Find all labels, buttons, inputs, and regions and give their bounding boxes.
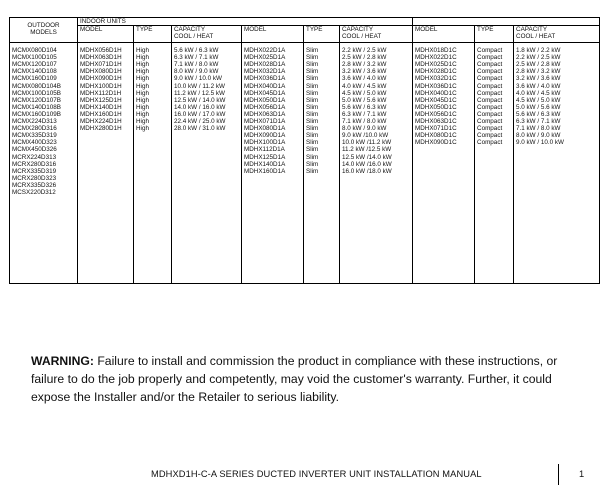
list-item: 2.5 kW / 2.8 kW <box>516 61 561 69</box>
warning-text: Failure to install and commission the product in compliance with these instructions, or failure to do the job properly and competently, may void the customer's warranty. Further, it could expose the Installer and/or the Retailer to serious liability. <box>31 354 558 404</box>
list-item: Compact <box>477 54 503 62</box>
list-item: Compact <box>477 61 503 69</box>
group2-types <box>304 43 340 284</box>
list-item: MDHX160D1A <box>244 167 286 175</box>
list-item: Slim <box>306 75 319 83</box>
list-item: 11.2 kW /12.5 kW <box>342 146 392 154</box>
list-item: MCMX280D316 <box>12 125 57 133</box>
group1-types <box>134 43 172 284</box>
list-item: High <box>136 54 149 62</box>
list-item: 4.5 kW / 5.0 kW <box>516 96 561 104</box>
list-item: 22.4 kW / 25.0 kW <box>174 118 226 126</box>
list-item: MDHX018D1C <box>415 47 457 55</box>
group1-capacities <box>172 43 242 284</box>
list-item: 3.2 kW / 3.6 kW <box>516 75 561 83</box>
list-item: 3.6 kW / 4.0 kW <box>342 75 387 83</box>
list-item: MDHX112D1H <box>80 89 122 97</box>
list-item: 9.0 kW /10.0 kW <box>342 132 389 140</box>
list-item: MCMX160D109B <box>12 110 61 118</box>
list-item: 6.3 kW / 7.1 kW <box>174 54 219 62</box>
list-item: 12.5 kW / 14.0 kW <box>174 96 226 104</box>
col-type-1: TYPE <box>134 26 172 43</box>
list-item: 4.0 kW / 4.5 kW <box>342 82 387 90</box>
list-item: Slim <box>306 47 319 55</box>
list-item: MCMX140D108 <box>12 68 57 76</box>
list-item: MDHX100D1H <box>80 82 122 90</box>
col-capacity-1: CAPACITY COOL / HEAT <box>172 26 242 43</box>
list-item: MCMX120D107B <box>12 96 61 104</box>
list-item: MDHX125D1A <box>244 153 286 161</box>
list-item: MDHX036D1A <box>244 75 286 83</box>
list-item: Compact <box>477 132 503 140</box>
list-item: 5.0 kW / 5.6 kW <box>342 96 387 104</box>
list-item: 28.0 kW / 31.0 kW <box>174 125 226 133</box>
list-item: MCRX280D316 <box>12 160 57 168</box>
list-item: 6.3 kW / 7.1 kW <box>342 110 387 118</box>
list-item: MDHX280D1H <box>80 125 122 133</box>
list-item: MCMX120D107 <box>12 61 57 69</box>
list-item: High <box>136 96 149 104</box>
list-item: 2.5 kW / 2.8 kW <box>342 54 387 62</box>
list-item: MDHX160D1H <box>80 110 122 118</box>
list-item: MDHX140D1H <box>80 103 122 111</box>
list-item: Compact <box>477 75 503 83</box>
list-item: High <box>136 118 149 126</box>
list-item: Compact <box>477 89 503 97</box>
list-item: High <box>136 61 149 69</box>
list-item: 4.5 kW / 5.0 kW <box>342 89 387 97</box>
list-item: Slim <box>306 160 319 168</box>
group2-capacities <box>340 43 413 284</box>
list-item: 16.0 kW / 17.0 kW <box>174 110 226 118</box>
list-item: 5.6 kW / 6.3 kW <box>342 103 387 111</box>
col-capacity-2: CAPACITY COOL / HEAT <box>340 26 413 43</box>
list-item: 14.0 kW / 16.0 kW <box>174 103 226 111</box>
col-type-2: TYPE <box>304 26 340 43</box>
group3-models <box>413 43 475 284</box>
list-item: Compact <box>477 82 503 90</box>
list-item: Slim <box>306 96 319 104</box>
list-item: MDHX080D1A <box>244 125 286 133</box>
list-item: High <box>136 110 149 118</box>
list-item: MDHX063D1H <box>80 54 122 62</box>
col-type-3: TYPE <box>475 26 514 43</box>
list-item: Slim <box>306 61 319 69</box>
list-item: MDHX071D1A <box>244 118 286 126</box>
list-item: 10.0 kW / 11.2 kW <box>174 82 225 90</box>
list-item: Compact <box>477 68 503 76</box>
list-item: 7.1 kW / 8.0 kW <box>342 118 387 126</box>
list-item: Slim <box>306 139 319 147</box>
list-item: 3.6 kW / 4.0 kW <box>516 82 561 90</box>
list-item: MDHX224D1H <box>80 118 122 126</box>
list-item: MDHX045D1A <box>244 89 286 97</box>
list-item: MDHX028D1C <box>415 68 457 76</box>
indoor-units-header-right <box>413 18 600 26</box>
list-item: MDHX125D1H <box>80 96 122 104</box>
list-item: 7.1 kW / 8.0 kW <box>516 125 561 133</box>
list-item: 4.0 kW / 4.5 kW <box>516 89 561 97</box>
list-item: Slim <box>306 125 319 133</box>
col-model-3: MODEL <box>413 26 475 43</box>
list-item: 2.8 kW / 3.2 kW <box>516 68 561 76</box>
group3-types <box>475 43 514 284</box>
list-item: MCRX335D319 <box>12 167 57 175</box>
list-item: High <box>136 47 149 55</box>
list-item: MDHX032D1A <box>244 68 286 76</box>
list-item: MCMX080D104B <box>12 82 61 90</box>
indoor-units-header: INDOOR UNITS <box>78 18 413 26</box>
list-item: Slim <box>306 103 319 111</box>
list-item: 5.6 kW / 6.3 kW <box>174 47 219 55</box>
list-item: High <box>136 82 149 90</box>
list-item: MDHX063D1A <box>244 110 286 118</box>
list-item: MCMX080D104 <box>12 47 57 55</box>
list-item: MDHX050D1C <box>415 103 457 111</box>
list-item: MDHX032D1C <box>415 75 457 83</box>
list-item: 14.0 kW /16.0 kW <box>342 160 392 168</box>
list-item: 11.2 kW / 12.5 kW <box>174 89 225 97</box>
list-item: MCMX160D109 <box>12 75 57 83</box>
list-item: High <box>136 75 149 83</box>
col-capacity-3: CAPACITY COOL / HEAT <box>514 26 600 43</box>
list-item: Slim <box>306 82 319 90</box>
list-item: Compact <box>477 110 503 118</box>
list-item: MCMX400D323 <box>12 139 57 147</box>
list-item: MDHX022D1C <box>415 54 457 62</box>
list-item: MCMX140D108B <box>12 103 61 111</box>
footer-manual-title: MDHXD1H-C-A SERIES DUCTED INVERTER UNIT INSTALLATION MANUAL <box>151 469 482 479</box>
list-item: High <box>136 103 149 111</box>
list-item: MCMX335D319 <box>12 132 57 140</box>
list-item: Slim <box>306 146 319 154</box>
list-item: MDHX112D1A <box>244 146 285 154</box>
list-item: Compact <box>477 47 503 55</box>
list-item: 8.0 kW / 9.0 kW <box>342 125 387 133</box>
list-item: MDHX025D1A <box>244 54 286 62</box>
list-item: High <box>136 68 149 76</box>
list-item: MDHX100D1A <box>244 139 286 147</box>
list-item: MCRX280D323 <box>12 174 57 182</box>
list-item: 6.3 kW / 7.1 kW <box>516 118 561 126</box>
list-item: 8.0 kW / 9.0 kW <box>174 68 219 76</box>
list-item: MDHX080D1C <box>415 132 457 140</box>
list-item: 1.8 kW / 2.2 kW <box>516 47 561 55</box>
page-number: 1 <box>579 469 585 479</box>
list-item: Compact <box>477 118 503 126</box>
col-model-1: MODEL <box>78 26 134 43</box>
list-item: Slim <box>306 110 319 118</box>
list-item: 12.5 kW /14.0 kW <box>342 153 392 161</box>
list-item: 8.0 kW / 9.0 kW <box>516 132 561 140</box>
group2-models <box>242 43 304 284</box>
list-item: MDHX056D1A <box>244 103 286 111</box>
list-item: MDHX063D1C <box>415 118 457 126</box>
list-item: MDHX090D1A <box>244 132 286 140</box>
list-item: 9.0 kW / 10.0 kW <box>174 75 222 83</box>
list-item: MDHX071D1H <box>80 61 122 69</box>
col-model-2: MODEL <box>242 26 304 43</box>
list-item: Slim <box>306 167 319 175</box>
list-item: High <box>136 125 149 133</box>
list-item: MCSX220D312 <box>12 188 56 196</box>
list-item: MCMX100D105 <box>12 54 57 62</box>
list-item: MDHX080D1H <box>80 68 122 76</box>
list-item: MDHX045D1C <box>415 96 457 104</box>
warning-label: WARNING: <box>31 354 94 368</box>
list-item: Slim <box>306 89 319 97</box>
footer-divider <box>558 464 559 485</box>
list-item: Slim <box>306 118 319 126</box>
list-item: Slim <box>306 68 319 76</box>
list-item: MCMX100D105B <box>12 89 61 97</box>
list-item: MDHX140D1A <box>244 160 286 168</box>
list-item: Slim <box>306 153 319 161</box>
list-item: 5.0 kW / 5.6 kW <box>516 103 561 111</box>
list-item: 2.2 kW / 2.5 kW <box>342 47 387 55</box>
list-item: Compact <box>477 96 503 104</box>
list-item: 9.0 kW / 10.0 kW <box>516 139 564 147</box>
list-item: 7.1 kW / 8.0 kW <box>174 61 219 69</box>
outdoor-models-list <box>10 43 78 284</box>
warning-notice <box>31 352 561 406</box>
list-item: 16.0 kW /18.0 kW <box>342 167 392 175</box>
list-item: MDHX056D1H <box>80 47 122 55</box>
list-item: 10.0 kW /11.2 kW <box>342 139 392 147</box>
list-item: 5.6 kW / 6.3 kW <box>516 110 561 118</box>
list-item: Compact <box>477 103 503 111</box>
list-item: MDHX025D1C <box>415 61 457 69</box>
list-item: MDHX028D1A <box>244 61 286 69</box>
list-item: MDHX040D1A <box>244 82 286 90</box>
list-item: 3.2 kW / 3.6 kW <box>342 68 387 76</box>
list-item: MDHX071D1C <box>415 125 457 133</box>
list-item: MDHX056D1C <box>415 110 457 118</box>
list-item: MCRX335D326 <box>12 181 57 189</box>
outdoor-models-header: OUTDOOR MODELS <box>10 18 78 43</box>
list-item: Compact <box>477 139 503 147</box>
list-item: MCMX224D313 <box>12 118 57 126</box>
list-item: Slim <box>306 54 319 62</box>
list-item: 2.2 kW / 2.5 kW <box>516 54 561 62</box>
list-item: MDHX050D1A <box>244 96 286 104</box>
list-item: MCMX450D326 <box>12 146 57 154</box>
list-item: High <box>136 89 149 97</box>
list-item: Slim <box>306 132 319 140</box>
list-item: Compact <box>477 125 503 133</box>
list-item: 2.8 kW / 3.2 kW <box>342 61 387 69</box>
list-item: MDHX090D1C <box>415 139 457 147</box>
group1-models <box>78 43 134 284</box>
compatibility-table <box>9 17 600 284</box>
list-item: MDHX090D1H <box>80 75 122 83</box>
group3-capacities <box>514 43 600 284</box>
list-item: MDHX040D1C <box>415 89 457 97</box>
list-item: MDHX022D1A <box>244 47 286 55</box>
list-item: MDHX036D1C <box>415 82 457 90</box>
list-item: MCRX224D313 <box>12 153 57 161</box>
